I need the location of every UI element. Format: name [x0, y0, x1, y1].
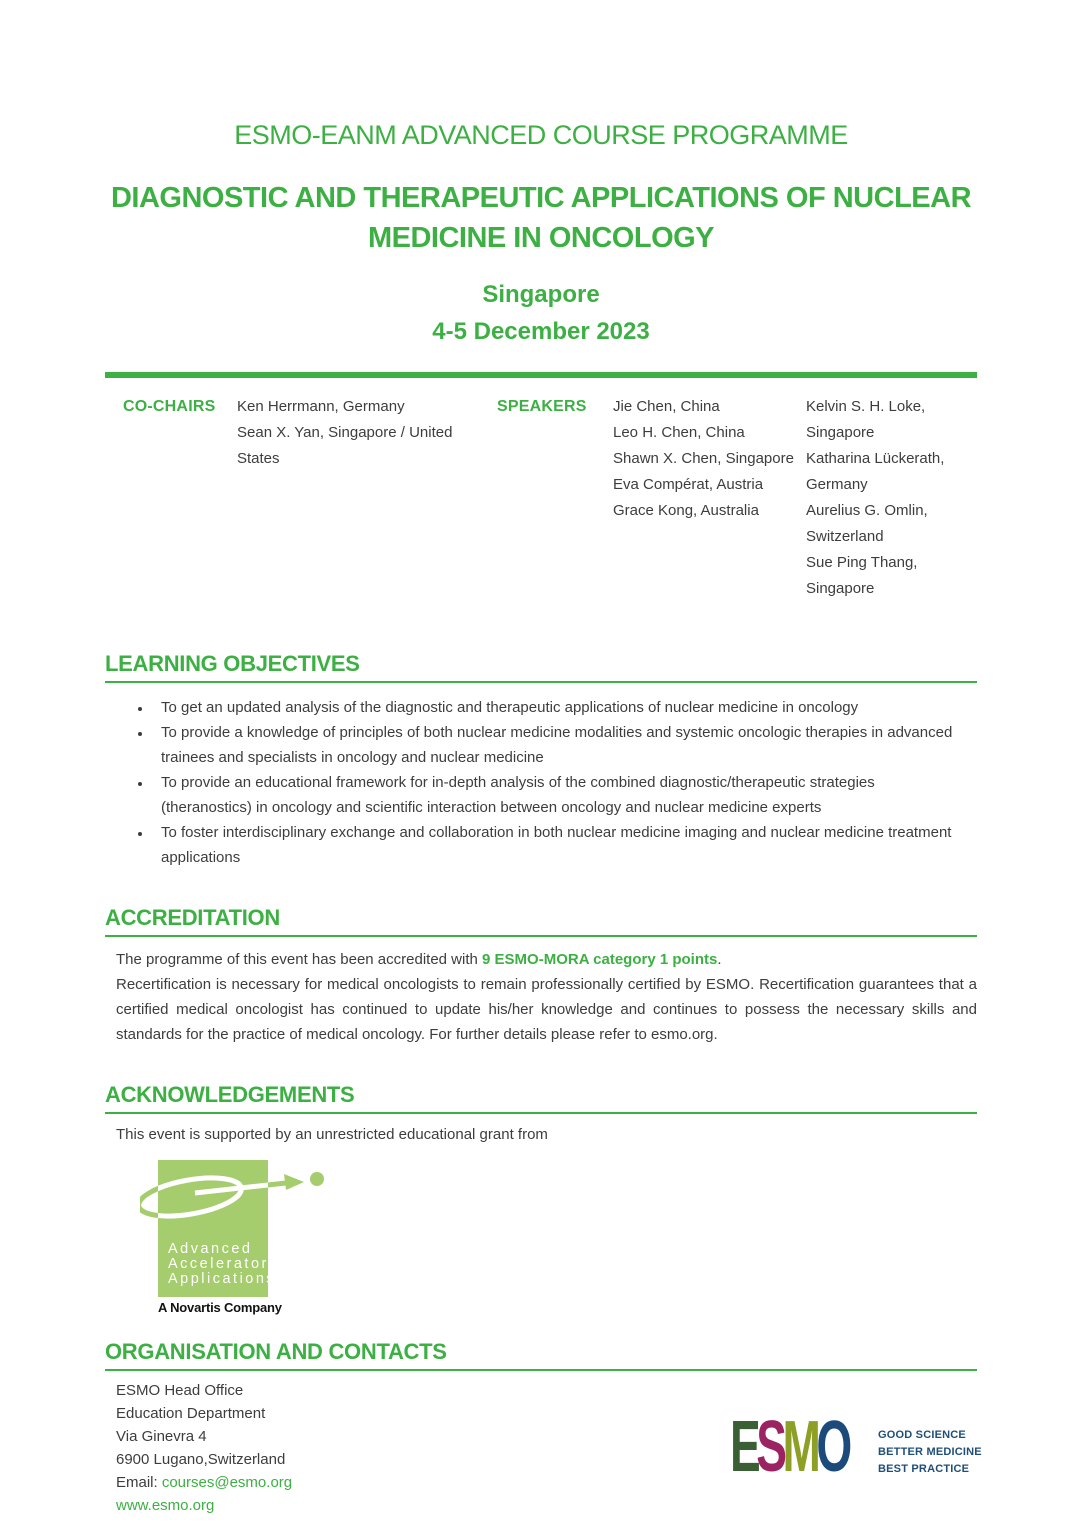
speaker-name: Sue Ping Thang, Singapore [806, 554, 918, 597]
accreditation-intro [116, 947, 977, 972]
co-chairs-label: CO-CHAIRS [123, 398, 216, 415]
address-line: 6900 Lugano,Switzerland [116, 1451, 286, 1468]
section-learning-objectives [105, 652, 977, 870]
accreditation-heading: ACCREDITATION [105, 906, 977, 937]
speaker-name: Jie Chen, China [613, 398, 720, 415]
page-title-line2: MEDICINE IN ONCOLOGY [367, 222, 715, 254]
speaker-name: Shawn X. Chen, Singapore [613, 450, 794, 467]
mora-points-highlight: 9 ESMO-MORA category 1 points [482, 951, 718, 968]
objective-item: • To provide a knowledge of principles of both nuclear medicine modalities and systemic oncologic therapies in advanced trainees and specialists in oncology and nuclear medicine [152, 720, 977, 770]
co-chair-name: Sean X. Yan, Singapore / United States [237, 424, 453, 467]
faculty-block [105, 394, 977, 602]
address-line: Education Department [116, 1405, 266, 1422]
objective-item: • To get an updated analysis of the diagnostic and therapeutic applications of nuclear medicine in oncology [152, 695, 977, 720]
aaa-logo-line: Advanced [168, 1241, 253, 1257]
accreditation-body [105, 947, 977, 1047]
objective-item: • To provide an educational framework for in-depth analysis of the combined diagnostic/therapeutic strategies (theranostics) in oncology and scientific interaction between oncology and nuclear medicine experts [152, 770, 977, 820]
accreditation-text: Recertification is necessary for medical oncologists to remain professionally certified by ESMO. Recertification guarantees that a certified medical oncologist has continued to update his/her knowledge and continues to possess the necessary skills and standards for the practice of medical oncology. For further details please refer to esmo.org. [116, 976, 977, 1043]
speakers-label: SPEAKERS [497, 398, 587, 415]
speaker-name: Katharina Lückerath, Germany [806, 450, 945, 493]
novartis-tagline: A Novartis Company [158, 1300, 282, 1315]
speaker-name: Eva Compérat, Austria [613, 476, 764, 493]
esmo-logo [730, 1407, 982, 1487]
speakers-list-column-1 [613, 394, 806, 602]
course-programme-kicker: ESMO-EANM ADVANCED COURSE PROGRAMME [234, 120, 848, 150]
page-title-line1: DIAGNOSTIC AND THERAPEUTIC APPLICATIONS OF NUCLEAR [110, 182, 972, 214]
esmo-tagline-line: BETTER MEDICINE [878, 1446, 982, 1458]
speaker-name: Leo H. Chen, China [613, 424, 745, 441]
event-location: Singapore [482, 281, 600, 308]
accreditation-intro-prefix: The programme of this event has been accredited with [116, 951, 483, 968]
aaa-logo-line: Applications [168, 1271, 277, 1287]
email-label: Email: [116, 1474, 162, 1491]
esmo-tagline-line: GOOD SCIENCE [878, 1429, 966, 1441]
page-title [105, 178, 977, 258]
learning-objectives-list [105, 695, 977, 870]
speakers-list-column-2 [806, 394, 977, 602]
email-link[interactable]: courses@esmo.org [161, 1474, 293, 1491]
esmo-tagline [878, 1427, 982, 1478]
address-line: ESMO Head Office [116, 1382, 244, 1399]
acknowledgements-text: This event is supported by an unrestricted educational grant from [116, 1126, 548, 1143]
esmo-tagline-line: BEST PRACTICE [878, 1463, 970, 1475]
website-link[interactable]: www.esmo.org [116, 1497, 215, 1514]
acknowledgements-heading: ACKNOWLEDGEMENTS [105, 1083, 977, 1114]
section-acknowledgements [105, 1083, 977, 1316]
co-chairs-list [237, 394, 497, 602]
section-accreditation [105, 906, 977, 1047]
speaker-name: Kelvin S. H. Loke, Singapore [806, 398, 926, 441]
event-dates: 4-5 December 2023 [432, 318, 650, 345]
aaa-dot-icon [310, 1172, 324, 1186]
aaa-logo [140, 1157, 340, 1302]
accreditation-intro-suffix: . [717, 951, 722, 968]
esmo-letter-m: M [782, 1407, 819, 1487]
section-organisation-contacts [105, 1339, 982, 1517]
double-rule-divider [105, 372, 977, 378]
objective-item: • To foster interdisciplinary exchange and collaboration in both nuclear medicine imaging and nuclear medicine treatment applications [152, 820, 977, 870]
speaker-name: Aurelius G. Omlin, Switzerland [806, 502, 928, 545]
learning-objectives-heading: LEARNING OBJECTIVES [105, 652, 977, 683]
speaker-name: Grace Kong, Australia [613, 502, 759, 519]
organisation-heading: ORGANISATION AND CONTACTS [105, 1340, 977, 1371]
esmo-letter-s: S [756, 1407, 785, 1487]
esmo-letter-o: O [816, 1407, 850, 1487]
co-chair-name: Ken Herrmann, Germany [237, 398, 405, 415]
esmo-wordmark [730, 1407, 864, 1487]
aaa-logo-line: Accelerator [168, 1256, 269, 1272]
address-line: Via Ginevra 4 [116, 1428, 207, 1445]
esmo-letter-e: E [730, 1407, 759, 1487]
